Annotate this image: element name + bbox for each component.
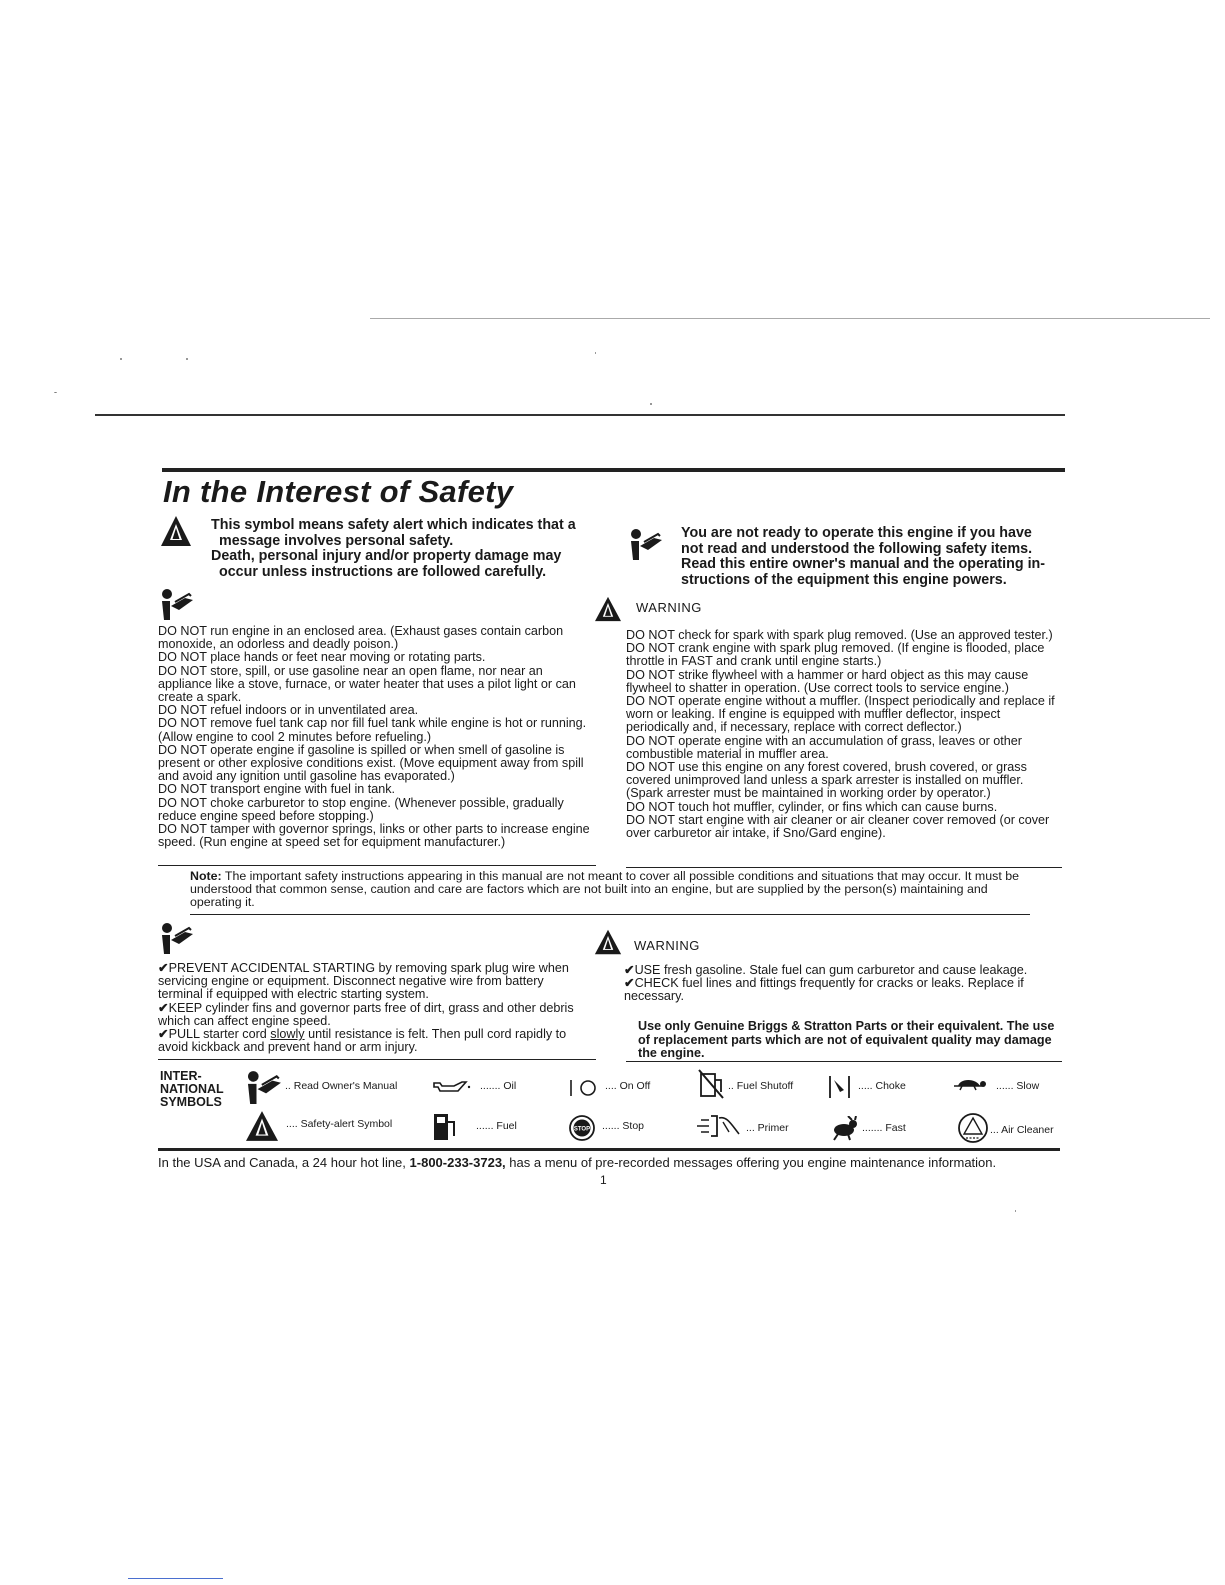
safety-rule: DO NOT crank engine with spark plug removed. (If engine is flooded, place throttle in FAST and crank until engine starts.)	[626, 641, 1045, 669]
ready-line: You are not ready to operate this engine if you have	[681, 525, 1032, 541]
primer-label: ... Primer	[746, 1122, 789, 1134]
left-do-not-list	[158, 625, 596, 849]
ready-warning	[681, 526, 1071, 588]
oil-label: ....... Oil	[480, 1080, 517, 1092]
check-mark-icon: ✔	[624, 976, 635, 991]
choke-icon	[828, 1074, 852, 1100]
alert-line: Death, personal injury and/or property damage may	[211, 548, 562, 564]
on-off-label: .... On Off	[605, 1080, 651, 1092]
hotline-footer	[158, 1155, 996, 1170]
read-manual-icon	[161, 588, 195, 620]
fuel-shutoff-icon	[697, 1068, 727, 1100]
warning-icon	[594, 596, 622, 622]
safety-rule: DO NOT store, spill, or use gasoline near an open flame, nor near an appliance like a stove, furnace, or water heater that uses a pilot light or can create a spark.	[158, 663, 576, 705]
check-mark-icon: ✔	[158, 1000, 169, 1015]
check-text: USE fresh gasoline. Stale fuel can gum carburetor and cause leakage.	[634, 963, 1028, 977]
scan-speck	[650, 403, 652, 405]
ready-line: Read this entire owner's manual and the operating in-	[681, 556, 1046, 572]
note-text: The important safety instructions appearing in this manual are not meant to cover all possible conditions and situations that may occur. It must be understood that common sense, caution and care are factors which are not built into an engine, but are supplied by the person(s) maintaining and operating it.	[190, 869, 1019, 910]
safety-rule: DO NOT refuel indoors or in unventilated area.	[158, 703, 419, 718]
footer-text: has a menu of pre-recorded messages offering you engine maintenance information.	[509, 1155, 997, 1170]
svg-text:STOP: STOP	[573, 1126, 591, 1133]
section-divider	[158, 1059, 596, 1060]
safety-alert-icon	[244, 1110, 280, 1142]
warning-icon	[594, 928, 622, 956]
check-mark-icon: ✔	[624, 963, 635, 977]
slow-label: ...... Slow	[996, 1080, 1040, 1092]
read-manual-icon	[161, 922, 195, 954]
oil-can-icon	[432, 1079, 472, 1093]
section-divider	[626, 1061, 1062, 1062]
fast-label: ....... Fast	[862, 1122, 906, 1134]
safety-rule: DO NOT use this engine on any forest covered, brush covered, or grass covered unimproved land unless a spark arrester is installed on muffler. (Spark arrester must be maintained in working order by operator.)	[626, 760, 1027, 801]
scan-speck	[595, 352, 596, 354]
check-emphasis: slowly	[270, 1027, 305, 1042]
air-cleaner-icon	[957, 1112, 989, 1144]
safety-rule: DO NOT run engine in an enclosed area. (Exhaust gases contain carbon monoxide, an odorless and deadly poison.)	[158, 624, 564, 652]
fuel-pump-icon	[432, 1112, 458, 1142]
safety-rule: DO NOT strike flywheel with a hammer or hard object as this may cause flywheel to shatter in operation. (Use correct tools to service engine.)	[626, 667, 1029, 695]
check-text: PREVENT ACCIDENTAL STARTING by removing spark plug wire when servicing engine or equipment. Disconnect negative wire from battery terminal if equipped with electric starting system.	[158, 961, 569, 1002]
alert-line: This symbol means safety alert which indicates that a	[211, 517, 576, 533]
international-symbols-heading	[160, 1070, 224, 1109]
section-divider	[626, 867, 1062, 868]
safety-rule: DO NOT operate engine with an accumulation of grass, leaves or other combustible material in muffler area.	[626, 733, 1022, 761]
scan-speck	[1015, 1210, 1016, 1212]
right-check-list	[624, 964, 1062, 1004]
footer-rule	[158, 1148, 1060, 1151]
section-divider	[158, 865, 596, 866]
check-item	[624, 977, 1062, 1003]
heading-line: SYMBOLS	[160, 1095, 222, 1109]
title-rule	[162, 468, 1065, 472]
page-number: 1	[600, 1173, 607, 1187]
safety-rule: DO NOT tamper with governor springs, links or other parts to increase engine speed. (Run engine at speed set for equipment manufacturer.)	[158, 822, 590, 850]
page-title: In the Interest of Safety	[163, 474, 514, 509]
fuel-label: ...... Fuel	[476, 1120, 517, 1132]
slow-turtle-icon	[952, 1076, 988, 1092]
alert-line: occur unless instructions are followed carefully.	[219, 563, 547, 580]
stop-icon	[568, 1114, 596, 1142]
left-check-list	[158, 962, 590, 1054]
hotline-number: 1-800-233-3723,	[409, 1155, 506, 1170]
check-item	[158, 1002, 590, 1028]
safety-rule: DO NOT touch hot muffler, cylinder, or fins which can cause burns.	[626, 799, 998, 814]
ready-line: not read and understood the following safety items.	[681, 540, 1033, 557]
safety-rule: DO NOT remove fuel tank cap nor fill fuel tank while engine is hot or running. (Allow engine to cool 2 minutes before refueling.)	[158, 716, 587, 744]
safety-rule: DO NOT choke carburetor to stop engine. (Whenever possible, gradually reduce engine speed before stopping.)	[158, 795, 564, 823]
heading-line: NATIONAL	[160, 1082, 224, 1096]
air-cleaner-label: ... Air Cleaner	[990, 1124, 1054, 1136]
scan-speck	[54, 392, 57, 393]
alert-explanation	[211, 518, 606, 580]
check-item	[158, 1028, 590, 1054]
check-mark-icon: ✔	[158, 961, 169, 975]
stop-label: ...... Stop	[602, 1120, 645, 1132]
safety-rule: DO NOT start engine with air cleaner or air cleaner cover removed (or cover over carburetor air intake, if Sno/Gard engine).	[626, 812, 1050, 841]
warning-label: WARNING	[636, 600, 702, 615]
on-off-icon	[568, 1078, 600, 1098]
check-mark-icon: ✔	[158, 1027, 169, 1042]
safety-rule: DO NOT check for spark with spark plug removed. (Use an approved tester.)	[626, 628, 1053, 642]
heading-line: INTER-	[160, 1069, 202, 1083]
right-do-not-list	[626, 629, 1062, 840]
footer-text: In the USA and Canada, a 24 hour hot line,	[158, 1155, 406, 1170]
safety-rule: DO NOT operate engine if gasoline is spilled or when smell of gasoline is present or other explosive conditions exist. (Move equipment away from spill and avoid any ignition until gasoline has evaporated.)	[158, 742, 584, 784]
safety-alert-label: .... Safety-alert Symbol	[286, 1118, 393, 1130]
note-block	[190, 870, 1030, 910]
safety-rule: DO NOT place hands or feet near moving or rotating parts.	[158, 650, 486, 665]
check-item	[158, 962, 590, 1002]
scan-artifact-line	[370, 318, 1210, 319]
safety-alert-icon	[160, 515, 192, 547]
primer-icon	[695, 1112, 745, 1140]
ready-line: structions of the equipment this engine powers.	[681, 571, 1007, 588]
read-manual-icon	[246, 1070, 284, 1104]
fuel-shutoff-label: .. Fuel Shutoff	[728, 1080, 794, 1092]
scan-speck	[186, 358, 188, 360]
fast-rabbit-icon	[828, 1116, 860, 1142]
genuine-parts-notice: Use only Genuine Briggs & Stratton Parts or their equivalent. The use of replacement parts which are not of equivalent quality may damage the engine.	[638, 1019, 1055, 1060]
read-manual-icon	[630, 528, 664, 560]
warning-label: WARNING	[634, 938, 700, 953]
check-text: until resistance is felt. Then pull cord rapidly to avoid kickback and prevent hand or arm injury.	[158, 1027, 567, 1055]
note-divider	[190, 914, 1030, 915]
check-text: KEEP cylinder fins and governor parts free of dirt, grass and other debris which can affect engine speed.	[158, 1000, 574, 1028]
note-label: Note:	[190, 869, 222, 883]
alert-line: message involves personal safety.	[219, 532, 454, 549]
scan-speck	[120, 358, 122, 360]
safety-rule: DO NOT transport engine with fuel in tank.	[158, 782, 396, 797]
check-text: CHECK fuel lines and fittings frequently for cracks or leaks. Replace if necessary.	[624, 976, 1024, 1004]
read-manual-label: .. Read Owner's Manual	[285, 1080, 398, 1092]
safety-rule: DO NOT operate engine without a muffler. (Inspect periodically and replace if worn or leaking. If engine is equipped with muffler deflector, inspect periodically and, if necessary, replace with correct deflector.)	[626, 694, 1055, 735]
scan-artifact-line	[128, 1578, 223, 1579]
scan-artifact-line	[95, 414, 1065, 416]
choke-label: ..... Choke	[858, 1080, 906, 1092]
check-text: PULL starter cord	[168, 1027, 267, 1042]
